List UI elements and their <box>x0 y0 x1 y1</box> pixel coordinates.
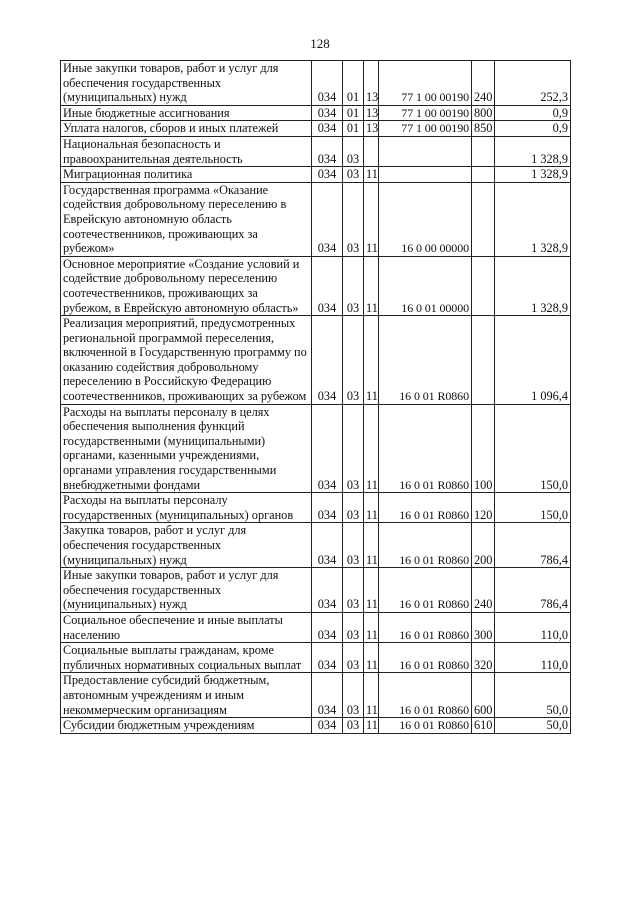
row-section-code: 03 <box>343 182 364 256</box>
budget-table-body <box>61 61 571 734</box>
row-section-code: 03 <box>343 718 364 734</box>
row-subsection-code: 11 <box>364 256 379 315</box>
row-target-article-code: 77 1 00 00190 <box>379 61 472 106</box>
row-amount: 50,0 <box>495 673 571 718</box>
row-expense-type-code: 800 <box>472 105 495 121</box>
row-grbs-code: 034 <box>312 105 343 121</box>
budget-table <box>60 60 571 734</box>
row-name: Уплата налогов, сборов и иных платежей <box>61 121 312 137</box>
row-name: Миграционная политика <box>61 167 312 183</box>
row-target-article-code: 16 0 01 R0860 <box>379 643 472 673</box>
row-target-article-code: 16 0 01 R0860 <box>379 673 472 718</box>
row-target-article-code: 77 1 00 00190 <box>379 105 472 121</box>
row-expense-type-code <box>472 167 495 183</box>
row-expense-type-code: 120 <box>472 493 495 523</box>
row-grbs-code: 034 <box>312 167 343 183</box>
table-row <box>61 121 571 137</box>
row-section-code: 03 <box>343 404 364 493</box>
row-subsection-code: 11 <box>364 404 379 493</box>
row-amount: 1 328,9 <box>495 182 571 256</box>
row-section-code: 03 <box>343 256 364 315</box>
row-target-article-code: 16 0 01 R0860 <box>379 404 472 493</box>
row-subsection-code: 11 <box>364 167 379 183</box>
row-subsection-code: 13 <box>364 105 379 121</box>
row-section-code: 03 <box>343 612 364 642</box>
row-subsection-code: 11 <box>364 718 379 734</box>
row-target-article-code: 16 0 00 00000 <box>379 182 472 256</box>
row-grbs-code: 034 <box>312 493 343 523</box>
row-section-code: 01 <box>343 61 364 106</box>
row-subsection-code: 13 <box>364 121 379 137</box>
row-amount: 1 096,4 <box>495 316 571 405</box>
row-subsection-code <box>364 136 379 166</box>
table-row <box>61 612 571 642</box>
row-grbs-code: 034 <box>312 136 343 166</box>
row-name: Закупка товаров, работ и услуг для обеспечения государственных (муниципальных) нужд <box>61 523 312 568</box>
table-row <box>61 404 571 493</box>
row-name: Расходы на выплаты персоналу государственных (муниципальных) органов <box>61 493 312 523</box>
page-number: 128 <box>310 36 330 51</box>
row-expense-type-code: 320 <box>472 643 495 673</box>
row-name: Предоставление субсидий бюджетным, автономным учреждениям и иным некоммерческим организациям <box>61 673 312 718</box>
row-amount: 786,4 <box>495 568 571 613</box>
row-grbs-code: 034 <box>312 673 343 718</box>
row-grbs-code: 034 <box>312 612 343 642</box>
table-row <box>61 182 571 256</box>
row-target-article-code <box>379 136 472 166</box>
table-row <box>61 136 571 166</box>
row-section-code: 03 <box>343 673 364 718</box>
row-grbs-code: 034 <box>312 523 343 568</box>
row-expense-type-code <box>472 256 495 315</box>
table-row <box>61 493 571 523</box>
row-subsection-code: 11 <box>364 316 379 405</box>
row-section-code: 03 <box>343 643 364 673</box>
row-name: Иные закупки товаров, работ и услуг для обеспечения государственных (муниципальных) нужд <box>61 61 312 106</box>
row-section-code: 03 <box>343 316 364 405</box>
row-target-article-code <box>379 167 472 183</box>
row-grbs-code: 034 <box>312 61 343 106</box>
row-target-article-code: 16 0 01 R0860 <box>379 612 472 642</box>
row-grbs-code: 034 <box>312 121 343 137</box>
row-subsection-code: 11 <box>364 643 379 673</box>
row-amount: 110,0 <box>495 612 571 642</box>
row-name: Реализация мероприятий, предусмотренных региональной программой переселения, включенной в Государственную программу по оказанию содействия добровольному переселению в Российскую Федерацию соотечественников, проживающих за рубежом <box>61 316 312 405</box>
row-name: Социальное обеспечение и иные выплаты населению <box>61 612 312 642</box>
table-row <box>61 643 571 673</box>
row-subsection-code: 11 <box>364 568 379 613</box>
row-subsection-code: 11 <box>364 612 379 642</box>
row-amount: 110,0 <box>495 643 571 673</box>
row-name: Основное мероприятие «Создание условий и содействие добровольному переселению соотечественников, проживающих за рубежом, в Еврейскую автономную область» <box>61 256 312 315</box>
table-row <box>61 673 571 718</box>
table-row <box>61 718 571 734</box>
row-expense-type-code <box>472 316 495 405</box>
table-row <box>61 167 571 183</box>
row-name: Национальная безопасность и правоохранительная деятельность <box>61 136 312 166</box>
table-row <box>61 523 571 568</box>
table-row <box>61 256 571 315</box>
row-name: Субсидии бюджетным учреждениям <box>61 718 312 734</box>
row-section-code: 01 <box>343 121 364 137</box>
row-section-code: 03 <box>343 568 364 613</box>
row-subsection-code: 13 <box>364 61 379 106</box>
row-grbs-code: 034 <box>312 643 343 673</box>
row-expense-type-code: 100 <box>472 404 495 493</box>
row-amount: 150,0 <box>495 493 571 523</box>
row-amount: 0,9 <box>495 121 571 137</box>
row-target-article-code: 77 1 00 00190 <box>379 121 472 137</box>
row-expense-type-code: 850 <box>472 121 495 137</box>
row-name: Иные бюджетные ассигнования <box>61 105 312 121</box>
row-section-code: 03 <box>343 167 364 183</box>
row-name: Расходы на выплаты персоналу в целях обеспечения выполнения функций государственными (муниципальными) органами, казенными учреждениями, органами управления государственными внебюджетными фондами <box>61 404 312 493</box>
row-expense-type-code <box>472 136 495 166</box>
row-subsection-code: 11 <box>364 673 379 718</box>
row-expense-type-code: 600 <box>472 673 495 718</box>
row-grbs-code: 034 <box>312 404 343 493</box>
row-subsection-code: 11 <box>364 523 379 568</box>
row-name: Иные закупки товаров, работ и услуг для обеспечения государственных (муниципальных) нужд <box>61 568 312 613</box>
row-target-article-code: 16 0 01 R0860 <box>379 568 472 613</box>
row-expense-type-code: 240 <box>472 61 495 106</box>
row-target-article-code: 16 0 01 R0860 <box>379 718 472 734</box>
row-subsection-code: 11 <box>364 182 379 256</box>
row-grbs-code: 034 <box>312 182 343 256</box>
row-section-code: 03 <box>343 493 364 523</box>
row-grbs-code: 034 <box>312 256 343 315</box>
table-row <box>61 105 571 121</box>
row-target-article-code: 16 0 01 R0860 <box>379 523 472 568</box>
row-grbs-code: 034 <box>312 316 343 405</box>
row-section-code: 03 <box>343 136 364 166</box>
row-target-article-code: 16 0 01 R0860 <box>379 493 472 523</box>
row-name: Государственная программа «Оказание содействия добровольному переселению в Еврейскую автономную область соотечественников, проживающих за рубежом» <box>61 182 312 256</box>
row-amount: 150,0 <box>495 404 571 493</box>
row-amount: 50,0 <box>495 718 571 734</box>
row-target-article-code: 16 0 01 R0860 <box>379 316 472 405</box>
row-amount: 786,4 <box>495 523 571 568</box>
row-amount: 0,9 <box>495 105 571 121</box>
row-expense-type-code: 240 <box>472 568 495 613</box>
row-expense-type-code <box>472 182 495 256</box>
row-expense-type-code: 610 <box>472 718 495 734</box>
row-expense-type-code: 300 <box>472 612 495 642</box>
row-grbs-code: 034 <box>312 718 343 734</box>
row-section-code: 03 <box>343 523 364 568</box>
row-name: Социальные выплаты гражданам, кроме публичных нормативных социальных выплат <box>61 643 312 673</box>
row-amount: 1 328,9 <box>495 167 571 183</box>
row-amount: 252,3 <box>495 61 571 106</box>
row-amount: 1 328,9 <box>495 136 571 166</box>
table-row <box>61 316 571 405</box>
table-row <box>61 61 571 106</box>
row-grbs-code: 034 <box>312 568 343 613</box>
table-row <box>61 568 571 613</box>
row-section-code: 01 <box>343 105 364 121</box>
row-target-article-code: 16 0 01 00000 <box>379 256 472 315</box>
row-subsection-code: 11 <box>364 493 379 523</box>
row-amount: 1 328,9 <box>495 256 571 315</box>
row-expense-type-code: 200 <box>472 523 495 568</box>
